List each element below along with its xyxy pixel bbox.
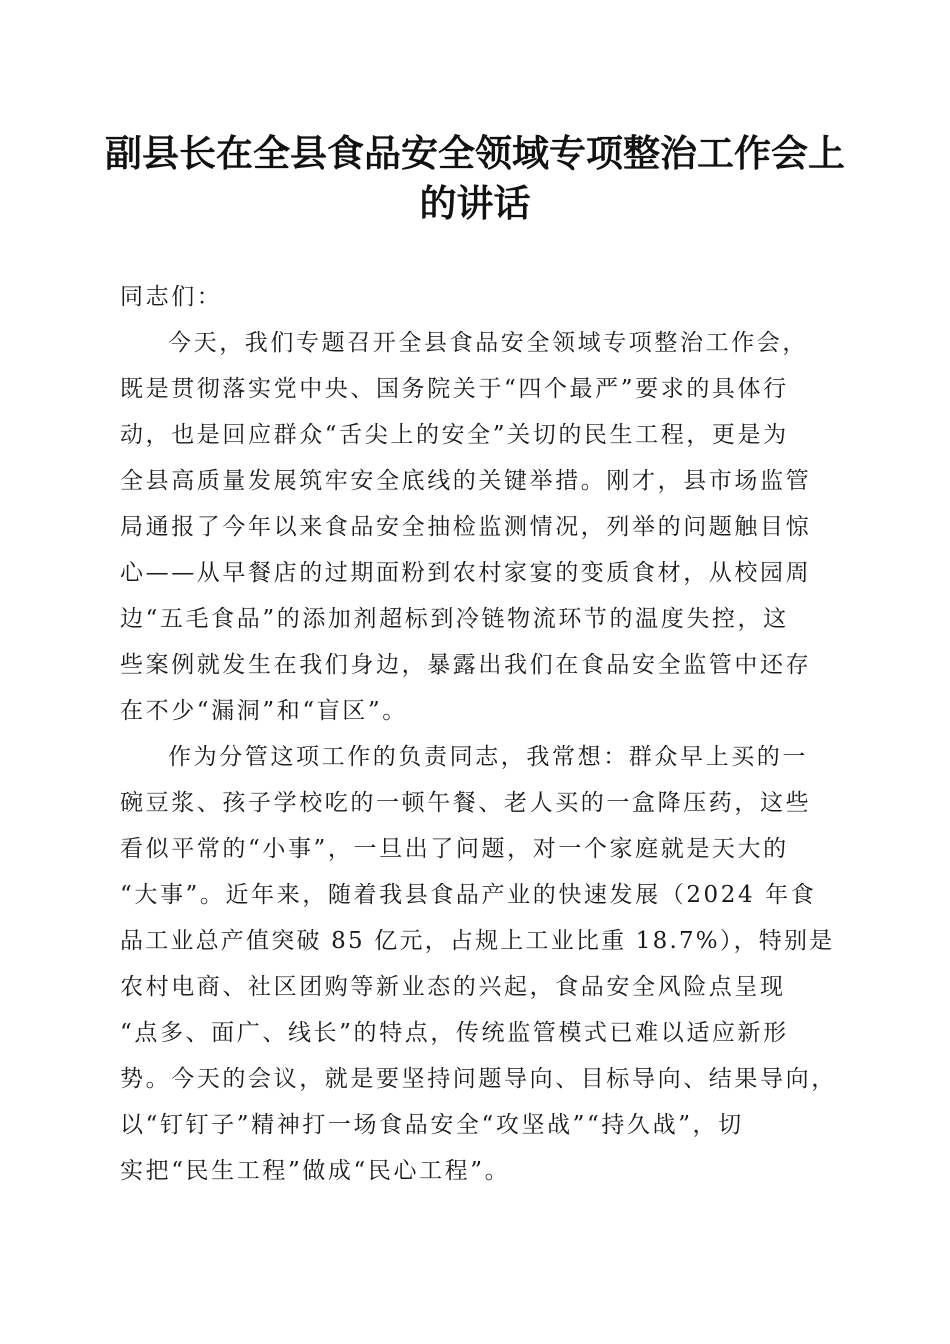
text-line: 碗豆浆、孩子学校吃的一顿午餐、老人买的一盒降压药，这些 (120, 790, 812, 816)
text-line: 以“钉钉子”精神打一场食品安全“攻坚战”“持久战”，切 (120, 1112, 744, 1138)
text-line: 些案例就发生在我们身边，暴露出我们在食品安全监管中还存 (120, 652, 812, 678)
paragraph-1 (120, 320, 840, 734)
text-line: 在不少“漏洞”和“盲区”。 (120, 698, 408, 724)
text-line: 全县高质量发展筑牢安全底线的关键举措。刚才，县市场监管 (120, 468, 812, 494)
text-line: 品工业总产值突破 85 亿元，占规上工业比重 18.7%），特别是 (120, 928, 835, 954)
text-line: 势。今天的会议，就是要坚持问题导向、目标导向、结果导向， (120, 1066, 837, 1092)
greeting: 同志们： (120, 284, 223, 310)
text-line: 农村电商、社区团购等新业态的兴起，食品安全风险点呈现 (120, 974, 786, 1000)
title-line: 的讲话 (419, 181, 531, 225)
text-line: 边“五毛食品”的添加剂超标到冷链物流环节的温度失控，这 (120, 606, 789, 632)
paragraph-2 (120, 734, 840, 1194)
text-line: “点多、面广、线长”的特点，传统监管模式已难以适应新形 (120, 1020, 789, 1046)
text-line: 局通报了今年以来食品安全抽检监测情况，列举的问题触目惊 (120, 514, 812, 540)
text-line: 看似平常的“小事”，一旦出了问题，对一个家庭就是天大的 (120, 836, 789, 862)
title-line: 副县长在全县食品安全领域专项整治工作会上 (105, 131, 845, 175)
text-line: 今天，我们专题召开全县食品安全领域专项整治工作会， (168, 330, 808, 356)
text-line: 作为分管这项工作的负责同志，我常想：群众早上买的一 (168, 744, 808, 770)
document-body (120, 274, 840, 1194)
text-line: 实把“民生工程”做成“民心工程”。 (120, 1158, 511, 1184)
text-line: “大事”。近年来，随着我县食品产业的快速发展（2024 年食 (120, 882, 817, 908)
text-line: 动，也是回应群众“舌尖上的安全”关切的民生工程，更是为 (120, 422, 789, 448)
document-title (100, 128, 850, 228)
text-line: 心——从早餐店的过期面粉到农村家宴的变质食材，从校园周 (120, 560, 812, 586)
text-line: 既是贯彻落实党中央、国务院关于“四个最严”要求的具体行 (120, 376, 789, 402)
